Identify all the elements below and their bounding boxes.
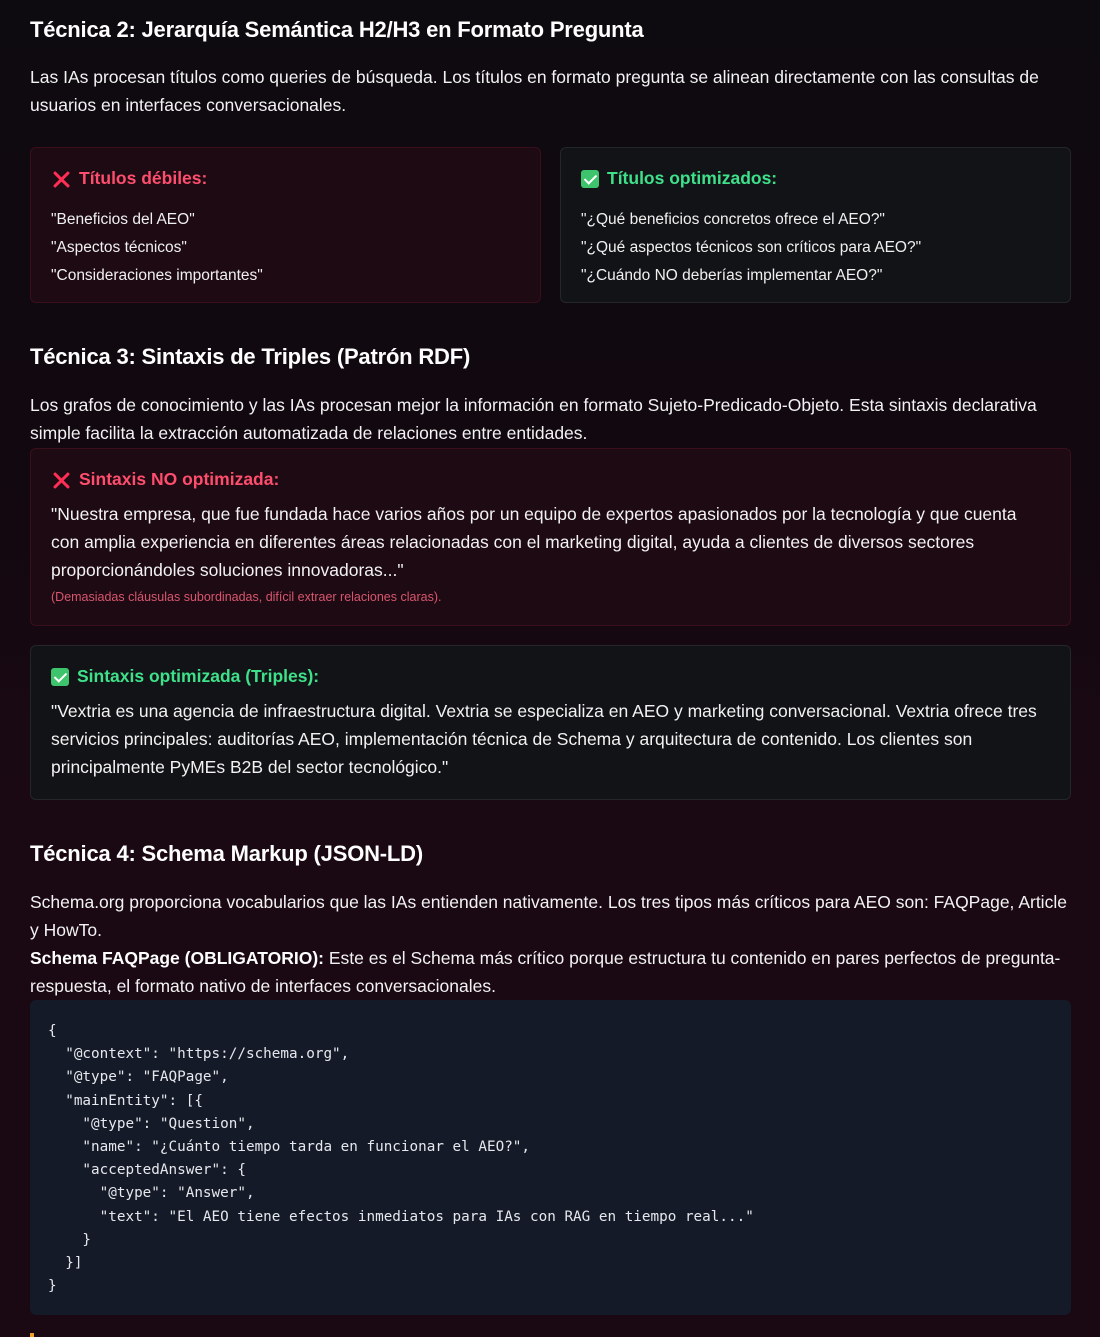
weak-titles-label: Títulos débiles: [79,168,208,188]
tecnica-2-title: Técnica 2: Jerarquía Semántica H2/H3 en Formato Pregunta [30,17,644,42]
non-optimized-syntax-label: Sintaxis NO optimizada: [79,469,280,489]
tecnica-3-intro: Los grafos de conocimiento y las IAs procesan mejor la información en formato Sujeto-Predicado-Objeto. Esta sintaxis declarativa simple facilita la extracción automatizada de relaciones entre entidades. [30,395,1037,443]
tecnica-4-title: Técnica 4: Schema Markup (JSON-LD) [30,841,423,866]
faqpage-text: Este es el Schema más crítico porque estructura tu contenido en pares perfectos de pregunta-respuesta, el formato nativo de interfaces conversacionales. [30,948,1061,996]
optimized-syntax-card [30,645,1071,800]
list-item: "Aspectos técnicos" [51,239,187,256]
tecnica-2-intro: Las IAs procesan títulos como queries de búsqueda. Los títulos en formato pregunta se alinean directamente con las consultas de usuarios en interfaces conversacionales. [30,67,1039,115]
non-optimized-note: (Demasiadas cláusulas subordinadas, difícil extraer relaciones claras). [51,590,442,604]
list-item: "Consideraciones importantes" [51,267,263,284]
json-ld-code: { "@context": "https://schema.org", "@type": "FAQPage", "mainEntity": [{ "@type": "Question", "name": "¿Cuánto tiempo tarda en funcionar el AEO?", "acceptedAnswer": { "@type": "Answer", "text": "El AEO tiene efectos inmediatos para IAs con RAG en tiempo real..." } }] } [48,1023,754,1295]
list-item: "¿Cuándo NO deberías implementar AEO?" [581,267,883,284]
accent-mark [30,1333,34,1337]
tecnica-3-title: Técnica 3: Sintaxis de Triples (Patrón RDF) [30,344,471,369]
non-optimized-syntax-heading [51,469,279,490]
list-item: "¿Qué aspectos técnicos son críticos para AEO?" [581,239,922,256]
check-icon [51,668,69,686]
optimized-quote: "Vextria es una agencia de infraestructura digital. Vextria se especializa en AEO y marketing conversacional. Vextria ofrece tres servicios principales: auditorías AEO, implementación técnica de Schema y arquitectura de contenido. Los clientes son principalmente PyMEs B2B del sector tecnológico." [51,701,1037,777]
check-icon [581,170,599,188]
cross-icon [51,169,71,189]
non-optimized-syntax-card [30,448,1071,626]
list-item: "Beneficios del AEO" [51,211,195,228]
optimized-titles-card [560,147,1071,303]
weak-titles-heading [51,168,207,189]
list-item: "¿Qué beneficios concretos ofrece el AEO?" [581,211,885,228]
faqpage-label: Schema FAQPage (OBLIGATORIO): [30,948,324,968]
weak-titles-card [30,147,541,303]
weak-titles-list [51,206,263,290]
cross-icon [51,470,71,490]
tecnica-4-intro: Schema.org proporciona vocabularios que las IAs entienden nativamente. Los tres tipos más críticos para AEO son: FAQPage, Article y HowTo. [30,892,1067,940]
faqpage-paragraph [30,944,1075,1000]
code-block [30,1000,1071,1315]
optimized-syntax-label: Sintaxis optimizada (Triples): [77,666,320,686]
optimized-titles-heading [581,168,777,189]
optimized-titles-label: Títulos optimizados: [607,168,778,188]
optimized-titles-list [581,206,921,290]
optimized-syntax-heading [51,666,319,687]
non-optimized-quote: "Nuestra empresa, que fue fundada hace varios años por un equipo de expertos apasionados por la tecnología y que cuenta con amplia experiencia en diferentes áreas relacionadas con el marketing digital, ayuda a clientes de diversos sectores proporcionándoles soluciones innovadoras..." [51,504,1017,580]
